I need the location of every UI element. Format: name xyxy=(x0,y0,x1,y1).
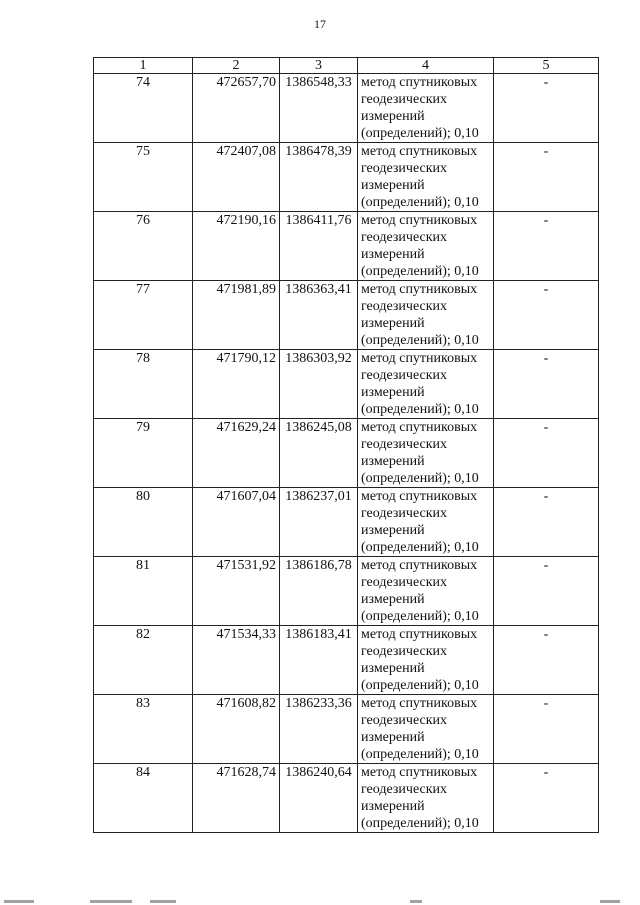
note-cell: - xyxy=(494,557,599,626)
note-cell: - xyxy=(494,419,599,488)
point-number-cell: 78 xyxy=(94,350,193,419)
table-row xyxy=(94,695,599,764)
scan-edge-artifacts xyxy=(0,898,640,905)
y-coordinate-cell: 1386411,76 xyxy=(280,212,358,281)
method-cell: метод спутниковых геодезических измерений (определений); 0,10 xyxy=(358,695,494,764)
note-cell: - xyxy=(494,626,599,695)
point-number-cell: 84 xyxy=(94,764,193,833)
table-row xyxy=(94,488,599,557)
header-col-2: 2 xyxy=(193,58,280,74)
header-row xyxy=(94,58,599,74)
header-col-3: 3 xyxy=(280,58,358,74)
table-row xyxy=(94,74,599,143)
method-cell: метод спутниковых геодезических измерений (определений); 0,10 xyxy=(358,74,494,143)
point-number-cell: 74 xyxy=(94,74,193,143)
y-coordinate-cell: 1386186,78 xyxy=(280,557,358,626)
method-cell: метод спутниковых геодезических измерений (определений); 0,10 xyxy=(358,557,494,626)
note-cell: - xyxy=(494,350,599,419)
y-coordinate-cell: 1386548,33 xyxy=(280,74,358,143)
method-cell: метод спутниковых геодезических измерений (определений); 0,10 xyxy=(358,143,494,212)
header-col-1: 1 xyxy=(94,58,193,74)
table-row xyxy=(94,764,599,833)
y-coordinate-cell: 1386478,39 xyxy=(280,143,358,212)
x-coordinate-cell: 471607,04 xyxy=(193,488,280,557)
table-row xyxy=(94,626,599,695)
note-cell: - xyxy=(494,764,599,833)
header-col-4: 4 xyxy=(358,58,494,74)
header-col-5: 5 xyxy=(494,58,599,74)
y-coordinate-cell: 1386240,64 xyxy=(280,764,358,833)
note-cell: - xyxy=(494,488,599,557)
table-row xyxy=(94,281,599,350)
method-cell: метод спутниковых геодезических измерений (определений); 0,10 xyxy=(358,212,494,281)
point-number-cell: 76 xyxy=(94,212,193,281)
point-number-cell: 81 xyxy=(94,557,193,626)
table-row xyxy=(94,419,599,488)
table-row xyxy=(94,350,599,419)
x-coordinate-cell: 471981,89 xyxy=(193,281,280,350)
point-number-cell: 83 xyxy=(94,695,193,764)
coordinates-table xyxy=(93,57,599,833)
method-cell: метод спутниковых геодезических измерений (определений); 0,10 xyxy=(358,488,494,557)
y-coordinate-cell: 1386245,08 xyxy=(280,419,358,488)
x-coordinate-cell: 471629,24 xyxy=(193,419,280,488)
method-cell: метод спутниковых геодезических измерений (определений); 0,10 xyxy=(358,281,494,350)
x-coordinate-cell: 471628,74 xyxy=(193,764,280,833)
table-body xyxy=(94,74,599,833)
y-coordinate-cell: 1386303,92 xyxy=(280,350,358,419)
x-coordinate-cell: 471534,33 xyxy=(193,626,280,695)
x-coordinate-cell: 472657,70 xyxy=(193,74,280,143)
page-number: 17 xyxy=(314,17,326,31)
y-coordinate-cell: 1386363,41 xyxy=(280,281,358,350)
x-coordinate-cell: 471608,82 xyxy=(193,695,280,764)
table-row xyxy=(94,212,599,281)
method-cell: метод спутниковых геодезических измерений (определений); 0,10 xyxy=(358,626,494,695)
note-cell: - xyxy=(494,74,599,143)
y-coordinate-cell: 1386233,36 xyxy=(280,695,358,764)
x-coordinate-cell: 472407,08 xyxy=(193,143,280,212)
y-coordinate-cell: 1386237,01 xyxy=(280,488,358,557)
note-cell: - xyxy=(494,212,599,281)
point-number-cell: 82 xyxy=(94,626,193,695)
table-row xyxy=(94,143,599,212)
note-cell: - xyxy=(494,143,599,212)
table-header xyxy=(94,58,599,74)
point-number-cell: 77 xyxy=(94,281,193,350)
point-number-cell: 75 xyxy=(94,143,193,212)
table-row xyxy=(94,557,599,626)
point-number-cell: 80 xyxy=(94,488,193,557)
note-cell: - xyxy=(494,281,599,350)
method-cell: метод спутниковых геодезических измерений (определений); 0,10 xyxy=(358,350,494,419)
method-cell: метод спутниковых геодезических измерений (определений); 0,10 xyxy=(358,419,494,488)
y-coordinate-cell: 1386183,41 xyxy=(280,626,358,695)
point-number-cell: 79 xyxy=(94,419,193,488)
x-coordinate-cell: 471531,92 xyxy=(193,557,280,626)
method-cell: метод спутниковых геодезических измерений (определений); 0,10 xyxy=(358,764,494,833)
x-coordinate-cell: 471790,12 xyxy=(193,350,280,419)
x-coordinate-cell: 472190,16 xyxy=(193,212,280,281)
note-cell: - xyxy=(494,695,599,764)
